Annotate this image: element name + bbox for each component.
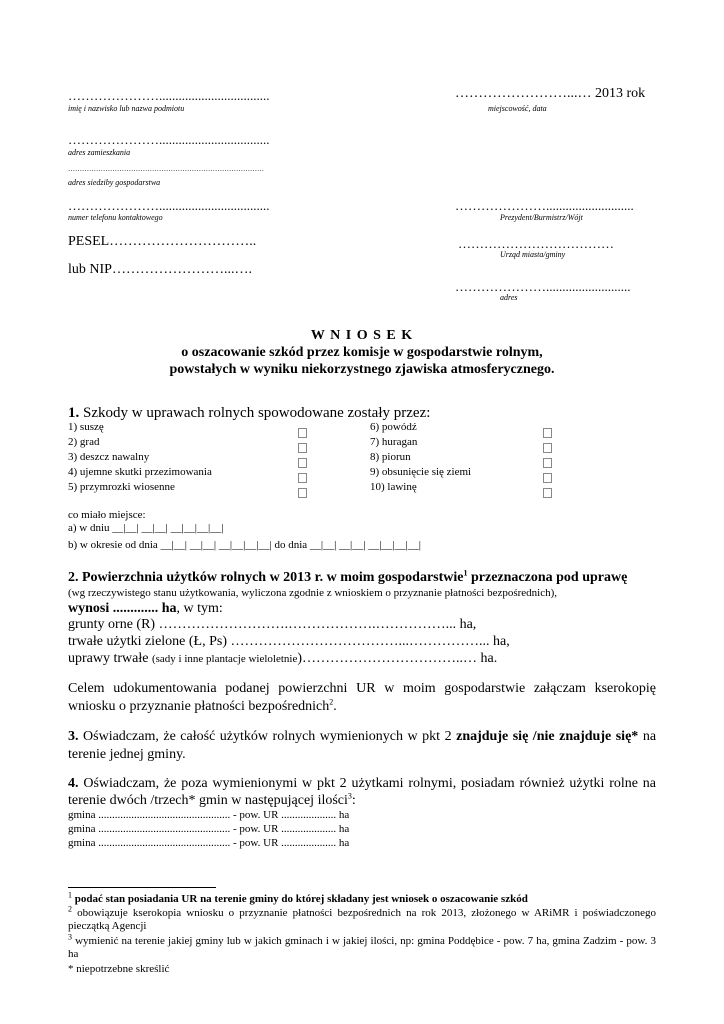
address-field[interactable]: …………………..................................: [68, 132, 270, 147]
place-date-caption: miejscowość, data: [488, 104, 547, 113]
footnote-3-number: 3: [68, 932, 72, 942]
period-to-label: do dnia: [274, 539, 308, 551]
attachment-text: Celem udokumentowania podanej powierzchni UR w moim gospodarstwie załączam kserokopię wniosku o przyznanie płatności bezpośrednich: [68, 681, 656, 714]
checkbox-frost[interactable]: [298, 484, 307, 502]
permanent-crops-note: (sady i inne plantacje wieloletnie: [151, 653, 298, 665]
permanent-crops-field[interactable]: )……………………………..… ha.: [297, 651, 498, 666]
footnote-ref-1: 1: [463, 568, 468, 578]
section3: [68, 728, 656, 764]
section1-number: 1.: [68, 405, 80, 421]
name-caption: imię i nazwisko lub nazwa podmiotu: [68, 104, 185, 113]
footnote-2: [68, 904, 656, 933]
section3-text: Oświadczam, że całość użytków rolnych wymienionych w pkt 2: [83, 729, 452, 744]
section2-heading-text: 2. Powierzchnia użytków rolnych w 2013 r. w moim gospodarstwie: [68, 570, 464, 585]
attachment-end: .: [333, 699, 337, 714]
period-to-field[interactable]: __|__| __|__| __|__|__|__|: [309, 539, 422, 551]
footnote-asterisk: * niepotrzebne skreślić: [68, 963, 170, 975]
option-label: 7) huragan: [370, 436, 418, 448]
permanent-crops-label: uprawy trwałe: [68, 651, 149, 666]
damage-option-flood: [370, 421, 417, 433]
section3-text-end: na terenie jednej gminy.: [68, 729, 657, 762]
phone-field[interactable]: …………………..................................: [68, 198, 270, 213]
address-caption: adres zamieszkania: [68, 148, 131, 157]
section2-attachment: [68, 680, 656, 716]
checkbox-avalanche[interactable]: [543, 484, 552, 502]
municipality-row-1[interactable]: gmina ................................................ - pow. UR .................... ha: [68, 809, 350, 821]
occurred-label: co miało miejsce:: [68, 509, 146, 521]
section4-text: Oświadczam, że poza wymienionymi w pkt 2 użytkami rolnymi, posiadam również użytki rolne na terenie dwóch /trzech* gmin w następującej ilości: [68, 776, 657, 808]
option-label: 1) suszę: [68, 421, 104, 433]
permanent-crops-row: [68, 651, 497, 667]
mayor-caption: Prezydent/Burmistrz/Wójt: [500, 213, 583, 222]
title-line-1: o oszacowanie szkód przez komisje w gospodarstwie rolnym,: [181, 345, 543, 360]
place-date-field[interactable]: ……………………...… 2013 rok: [455, 86, 646, 101]
period-from-field[interactable]: __|__| __|__| __|__|__|__|: [160, 539, 272, 551]
section2-total-row: [68, 601, 223, 617]
option-label: 8) piorun: [370, 451, 411, 463]
section4: [68, 775, 656, 809]
document-title: W N I O S E K: [310, 328, 414, 343]
occurred-period-row: [68, 539, 421, 551]
damage-option-hail: [68, 436, 99, 448]
option-label: 9) obsunięcie się ziemi: [370, 466, 472, 478]
municipality-row-2[interactable]: gmina ................................................ - pow. UR .................... ha: [68, 823, 350, 835]
option-label: 5) przymrozki wiosenne: [68, 481, 175, 493]
damage-option-lightning: [370, 451, 411, 463]
option-label: 10) lawinę: [370, 481, 417, 493]
phone-caption: numer telefonu kontaktowego: [68, 213, 163, 222]
option-label: 2) grad: [68, 436, 100, 448]
damage-option-winter: [68, 466, 212, 478]
section2-heading-end: przeznaczona pod uprawę: [471, 570, 628, 585]
period-label: b) w okresie od dnia: [68, 539, 158, 551]
pesel-field[interactable]: PESEL…………………………..: [68, 234, 257, 249]
municipality-row-3[interactable]: gmina ................................................ - pow. UR .................... ha: [68, 837, 350, 849]
damage-option-frost: [68, 481, 175, 493]
section2-heading: [68, 570, 627, 586]
office-address-field[interactable]: …………………..........................: [455, 279, 631, 294]
occurred-day-row: [68, 522, 223, 534]
section4-number: 4.: [68, 776, 79, 791]
nip-field[interactable]: lub NIP……………………...….: [68, 262, 252, 277]
damage-option-drought: [68, 421, 104, 433]
section3-choice[interactable]: znajduje się /nie znajduje się*: [456, 729, 639, 744]
occurred-day-field[interactable]: __|__| __|__| __|__|__|__|: [112, 522, 224, 534]
title-line-2: powstałych w wyniku niekorzystnego zjawiska atmosferycznego.: [169, 362, 555, 377]
section2-note: (wg rzeczywistego stanu użytkowania, wyliczona zgodnie z wnioskiem o przyznanie płatności bezpośrednich),: [68, 587, 558, 599]
section1-heading-text: Szkody w uprawach rolnych spowodowane zostały przez:: [83, 405, 431, 421]
footnote-ref-3: 3: [347, 791, 352, 801]
footnote-1-number: 1: [68, 890, 72, 900]
footnote-divider: [68, 887, 216, 888]
footnote-1-text: podać stan posiadania UR na terenie gminy do której składany jest wniosek o oszacowanie szkód: [74, 893, 528, 905]
footnote-3-text: wymienić na terenie jakiej gminy lub w jakich gminach i w jakiej ilości, np: gmina Poddębice - pow. 7 ha, gmina Zadzim - pow. 3 ha: [68, 935, 656, 960]
farm-address-field[interactable]: …………………………………………………………………………: [68, 165, 264, 173]
total-area-suffix: , w tym:: [176, 601, 223, 616]
option-label: 6) powódź: [370, 421, 417, 433]
footnote-1: [68, 890, 528, 905]
damage-option-hurricane: [370, 436, 417, 448]
option-label: 3) deszcz nawalny: [68, 451, 150, 463]
office-field[interactable]: ………………………………: [458, 236, 614, 251]
damage-option-landslide: [370, 466, 471, 478]
total-area-field[interactable]: wynosi ............. ha: [68, 601, 177, 616]
arable-land-field[interactable]: grunty orne (R) ……………………….……………….……………... ha,: [68, 617, 477, 632]
footnote-ref-2: 2: [329, 697, 334, 707]
office-address-caption: adres: [500, 293, 518, 302]
damage-option-avalanche: [370, 481, 417, 493]
footnote-2-text: obowiązuje kserokopia wniosku o przyznanie płatności bezpośrednich na rok 2013, złożonego w ARiMR i poświadczonego pieczątką Agencji: [68, 907, 656, 932]
section3-number: 3.: [68, 729, 79, 744]
option-label: 4) ujemne skutki przezimowania: [68, 466, 212, 478]
footnote-2-number: 2: [68, 904, 72, 914]
grassland-field[interactable]: trwałe użytki zielone (Ł, Ps) ………………………………...……………... ha,: [68, 634, 510, 649]
mayor-field[interactable]: …………………...........................: [455, 198, 634, 213]
damage-option-downpour: [68, 451, 149, 463]
section4-text-end: :: [351, 793, 356, 808]
section1-heading: [68, 405, 430, 422]
footnote-3: [68, 932, 656, 961]
office-caption: Urząd miasta/gminy: [500, 250, 566, 259]
farm-address-caption: adres siedziby gospodarstwa: [68, 178, 161, 187]
name-field[interactable]: …………………..................................: [68, 88, 270, 103]
occurred-day-label: a) w dniu: [68, 522, 110, 534]
